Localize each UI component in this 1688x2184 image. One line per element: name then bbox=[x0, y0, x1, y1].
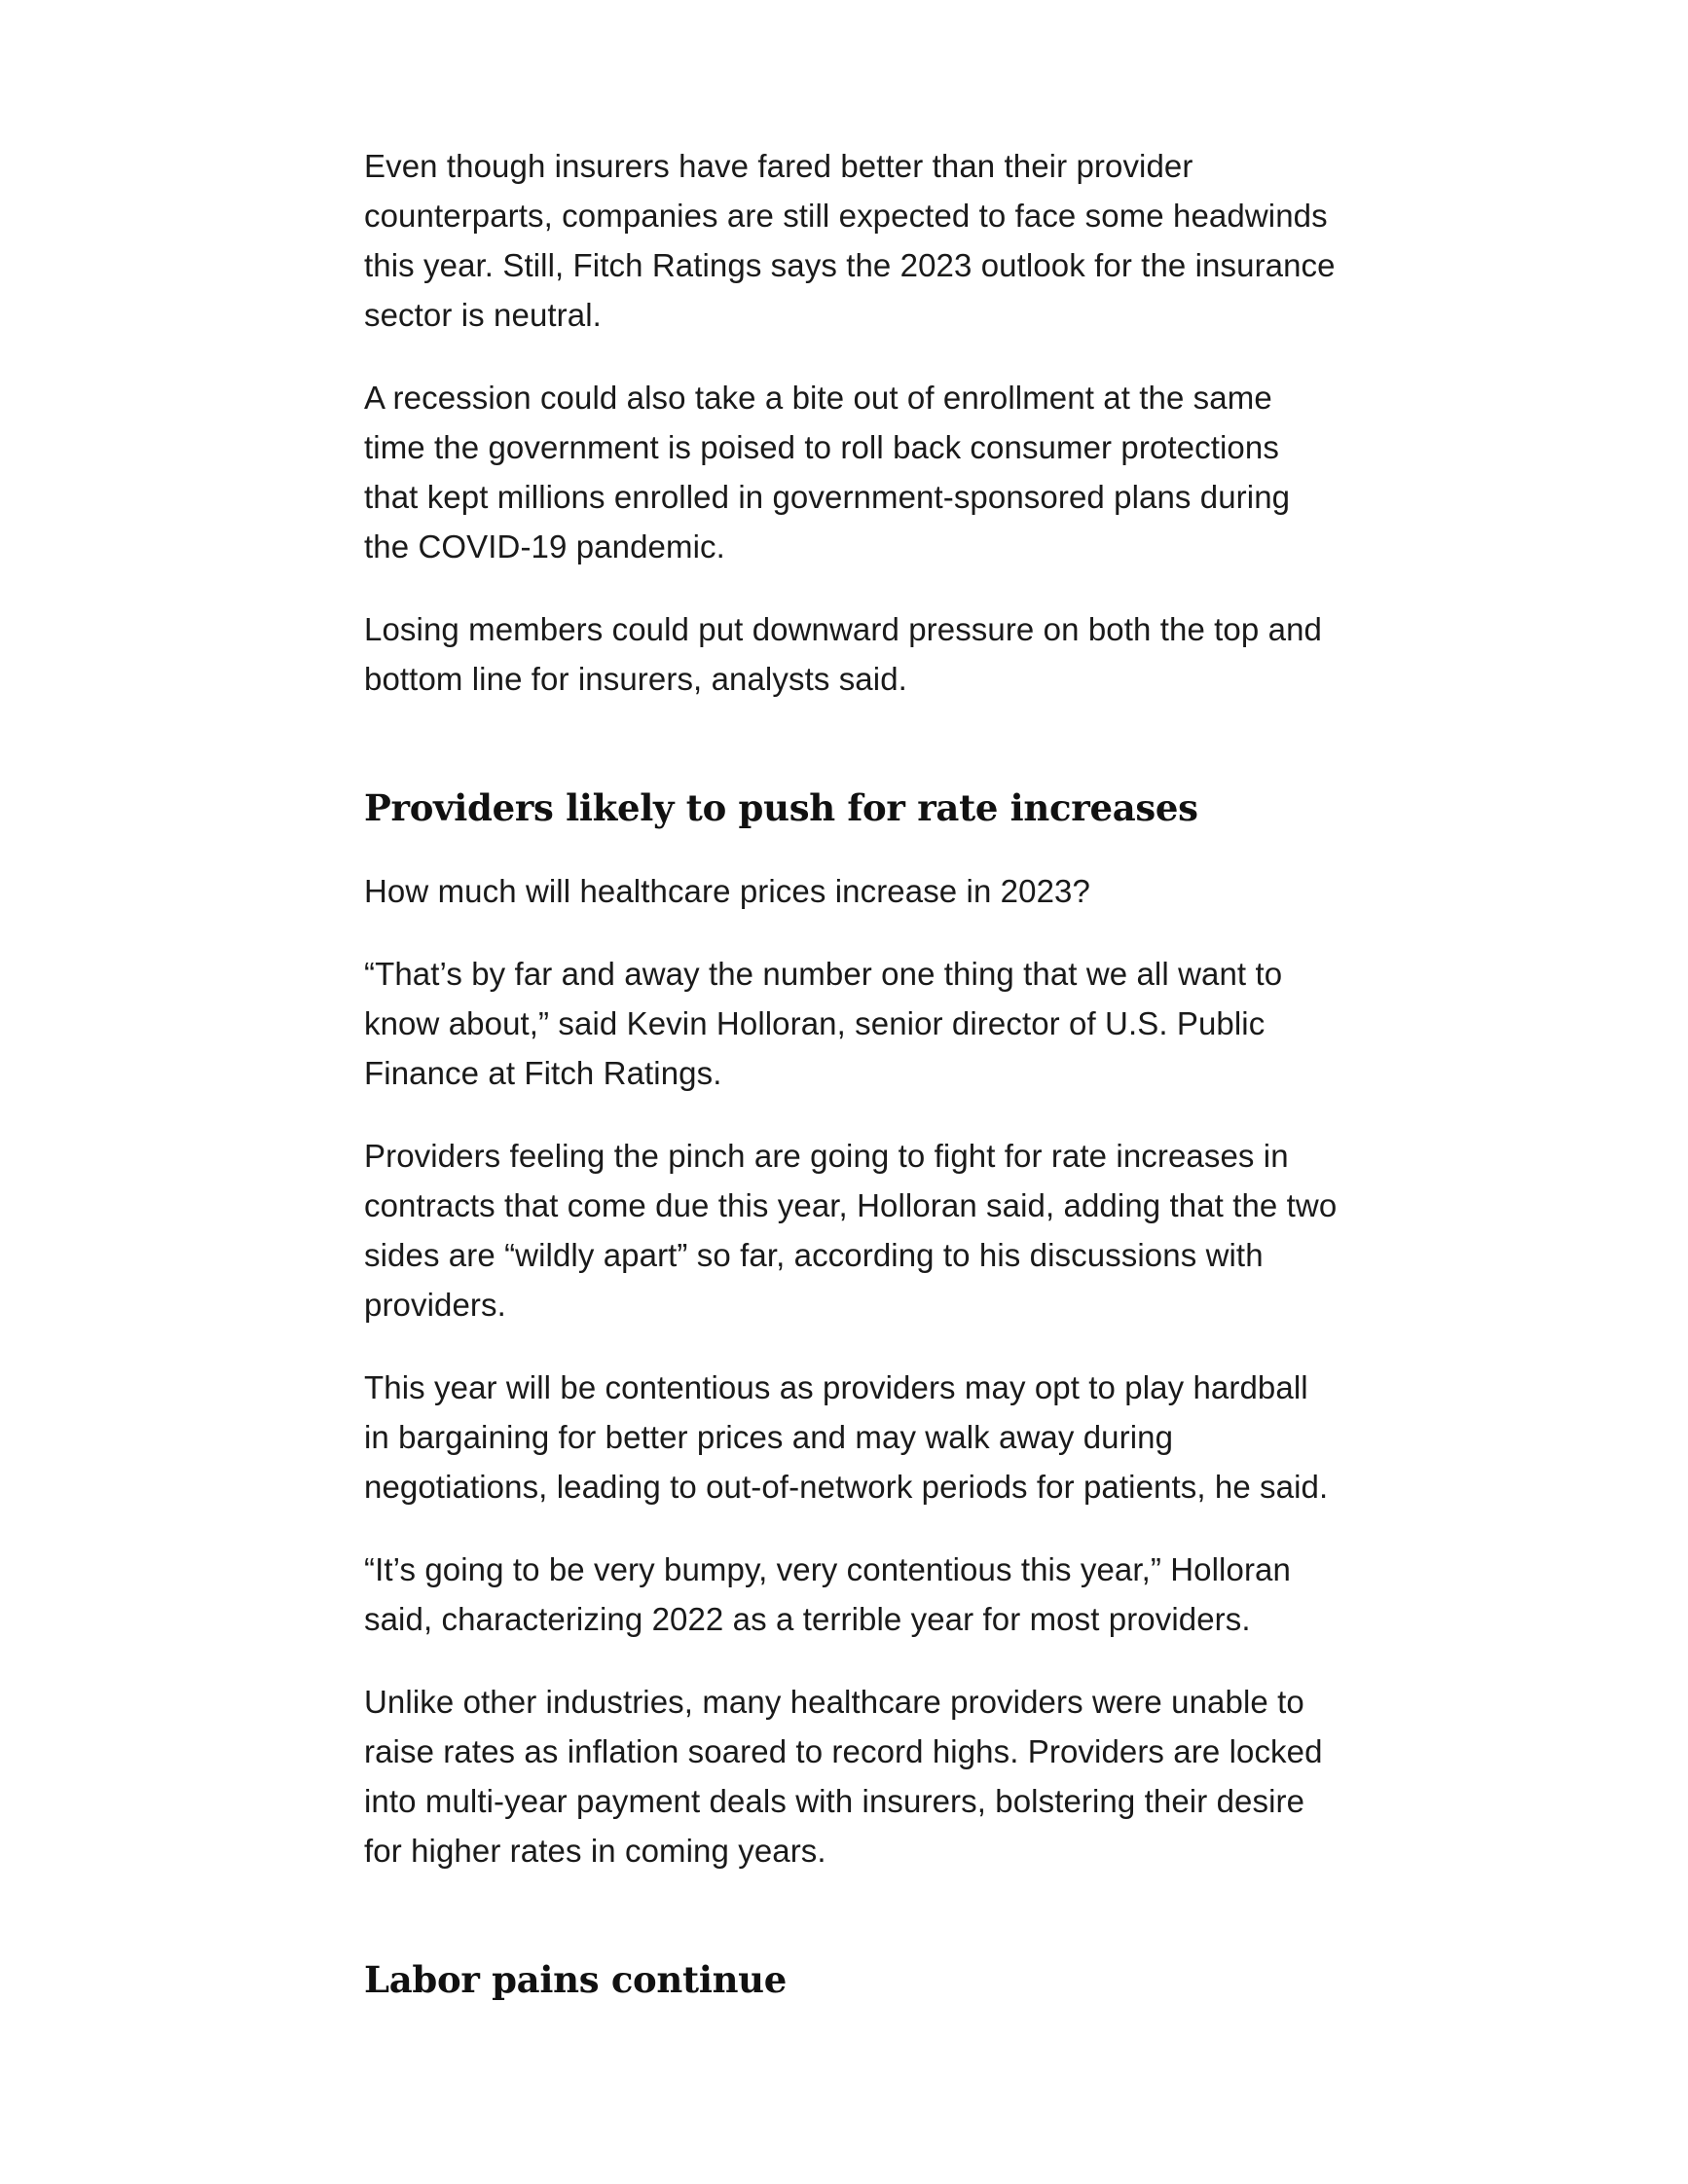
paragraph: Providers feeling the pinch are going to fight for rate increases in contracts that come due this year, Holloran said, adding that the two sides are “wildly apart” so far, according to his discussions with providers. bbox=[364, 1138, 1338, 1323]
section-heading-rate-increases: Providers likely to push for rate increases bbox=[364, 786, 1198, 829]
paragraph: How much will healthcare prices increase in 2023? bbox=[364, 873, 1090, 909]
article-body bbox=[364, 141, 1338, 2038]
paragraph: Even though insurers have fared better than their provider counterparts, companies are still expected to face some headwinds this year. Still, Fitch Ratings says the 2023 outlook for the insurance sector is neutral. bbox=[364, 148, 1336, 333]
paragraph: Unlike other industries, many healthcare providers were unable to raise rates as inflation soared to record highs. Providers are locked into multi-year payment deals with insurers, bolstering their desire for higher rates in coming years. bbox=[364, 1684, 1323, 1869]
section-heading-labor-pains: Labor pains continue bbox=[364, 1958, 788, 2001]
paragraph: “It’s going to be very bumpy, very contentious this year,” Holloran said, characterizing 2022 as a terrible year for most providers. bbox=[364, 1551, 1291, 1637]
paragraph: Losing members could put downward pressure on both the top and bottom line for insurers, analysts said. bbox=[364, 611, 1322, 697]
paragraph: This year will be contentious as providers may opt to play hardball in bargaining for better prices and may walk away during negotiations, leading to out-of-network periods for patients, he said. bbox=[364, 1369, 1329, 1505]
paragraph: “That’s by far and away the number one thing that we all want to know about,” said Kevin Holloran, senior director of U.S. Public Finance at Fitch Ratings. bbox=[364, 956, 1283, 1091]
paragraph: A recession could also take a bite out of enrollment at the same time the government is poised to roll back consumer protections that kept millions enrolled in government-sponsored plans during the COVID-19 pandemic. bbox=[364, 380, 1291, 564]
